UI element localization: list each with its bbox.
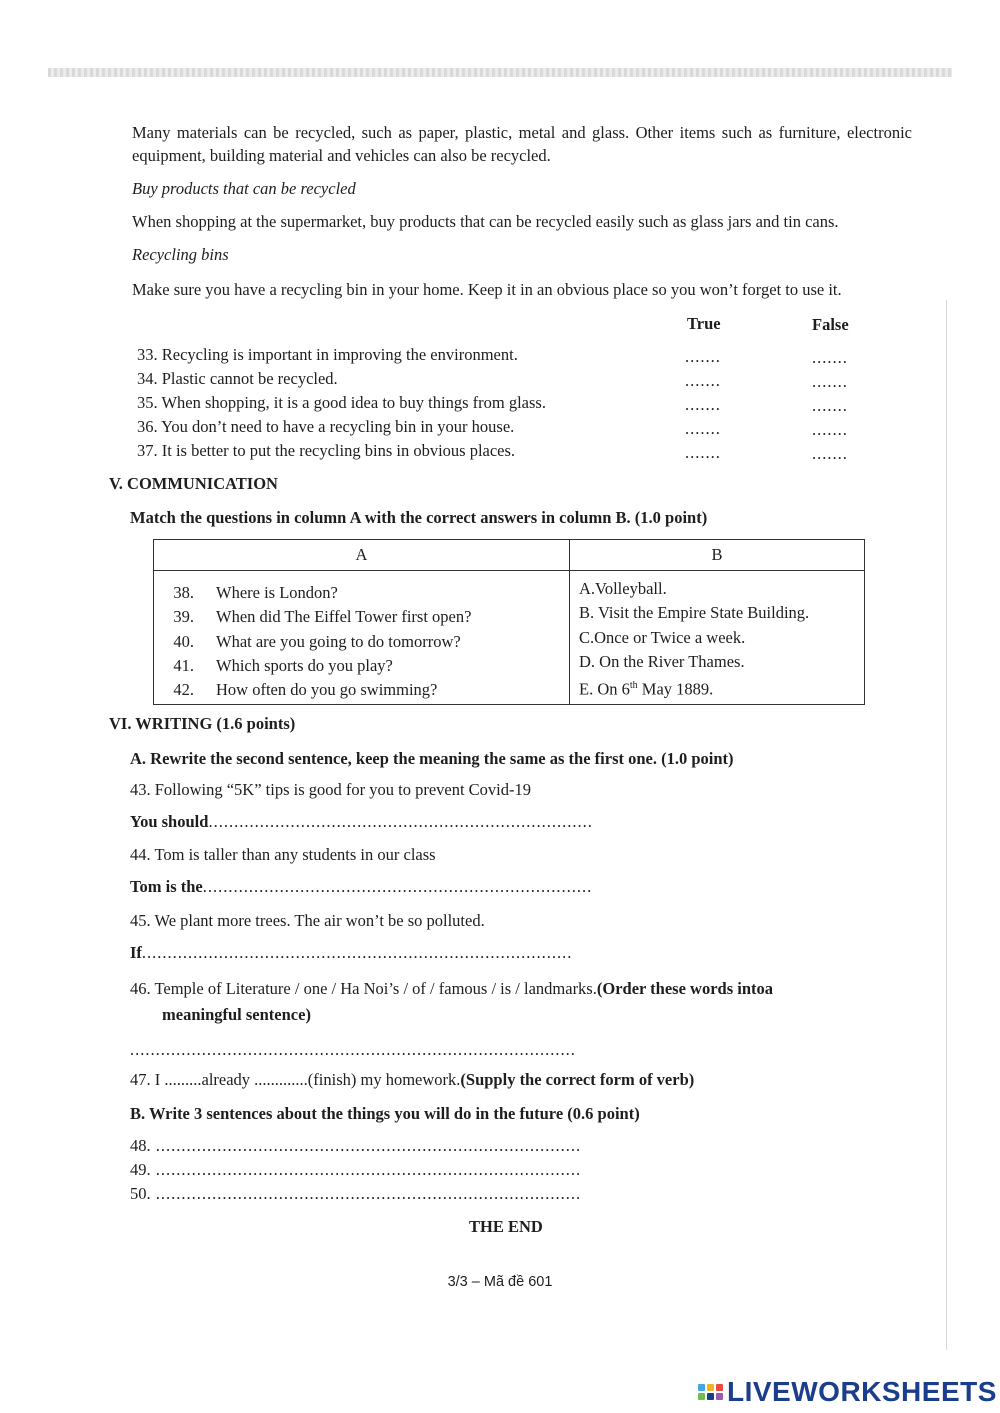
matching-table [153, 539, 865, 705]
answer-line-45[interactable]: If.................................................................................... [130, 943, 573, 962]
tf-true-blank-33[interactable]: ....... [685, 347, 721, 366]
communication-instruction: Match the questions in column A with the correct answers in column B. (1.0 point) [130, 508, 708, 527]
reading-para-bins: Make sure you have a recycling bin in your home. Keep it in an obvious place so you won’t forget to use it. [132, 280, 842, 299]
tf-item-36: 36. You don’t need to have a recycling bin in your house. [137, 417, 515, 436]
liveworksheets-logo [698, 1377, 997, 1407]
answer-line-44[interactable]: Tom is the............................................................................ [130, 877, 593, 896]
tf-false-blank-36[interactable]: ....... [812, 420, 848, 439]
scan-edge [48, 68, 952, 77]
liveworksheets-logo-icon [698, 1384, 723, 1400]
column-b-cell [570, 571, 865, 705]
logo-square [698, 1384, 705, 1391]
answer-e: E. On 6th May 1889. [579, 679, 714, 699]
writing-part-b: B. Write 3 sentences about the things you will do in the future (0.6 point) [130, 1104, 640, 1123]
question-row: 38. Where is London? [173, 583, 338, 602]
logo-square [698, 1393, 705, 1400]
question-46: 46. Temple of Literature / one / Ha Noi’s / of / famous / is / landmarks.(Order these words intoa [130, 979, 773, 998]
answer-c: C.Once or Twice a week. [579, 627, 746, 647]
question-44: 44. Tom is taller than any students in our class [130, 845, 436, 864]
answer-line-50[interactable]: 50. ................................................................................... [130, 1184, 582, 1203]
writing-part-a: A. Rewrite the second sentence, keep the meaning the same as the first one. (1.0 point) [130, 749, 734, 768]
tf-true-blank-37[interactable]: ....... [685, 443, 721, 462]
true-column-header: True [687, 314, 721, 333]
question-45: 45. We plant more trees. The air won’t be so polluted. [130, 911, 485, 930]
tf-item-37: 37. It is better to put the recycling bins in obvious places. [137, 441, 516, 460]
reading-para-buy: When shopping at the supermarket, buy products that can be recycled easily such as glass jars and tin cans. [132, 212, 839, 231]
tf-true-blank-35[interactable]: ....... [685, 395, 721, 414]
answer-line-49[interactable]: 49. ................................................................................... [130, 1160, 582, 1179]
question-row: 39. When did The Eiffel Tower first open? [173, 607, 472, 627]
page-footer: 3/3 – Mã đề 601 [447, 1274, 553, 1290]
logo-square [716, 1384, 723, 1391]
the-end: THE END [469, 1217, 543, 1236]
column-b-header: B [570, 540, 865, 571]
logo-square [707, 1384, 714, 1391]
tf-false-blank-33[interactable]: ....... [812, 348, 848, 367]
answer-line-48[interactable]: 48. ................................................................................... [130, 1136, 582, 1155]
tf-false-blank-37[interactable]: ....... [812, 444, 848, 463]
scan-edge-right [946, 300, 947, 1350]
writing-heading: VI. WRITING (1.6 points) [109, 714, 296, 733]
tf-item-34: 34. Plastic cannot be recycled. [137, 369, 338, 388]
reading-intro: Many materials can be recycled, such as paper, plastic, metal and glass. Other items such as furniture, electronic equipment, building material and vehicles can also be recycled. [132, 123, 912, 165]
answer-line-46[interactable]: ....................................................................................... [130, 1040, 576, 1059]
reading-heading-bins: Recycling bins [132, 245, 229, 264]
question-row: 42. How often do you go swimming? [173, 680, 438, 700]
question-43: 43. Following “5K” tips is good for you to prevent Covid-19 [130, 780, 532, 799]
false-column-header: False [812, 315, 849, 334]
logo-square [707, 1393, 714, 1400]
column-a-header: A [154, 540, 570, 571]
question-row: 40. What are you going to do tomorrow? [173, 631, 461, 651]
communication-heading: V. COMMUNICATION [109, 474, 278, 493]
logo-square [716, 1393, 723, 1400]
liveworksheets-logo-text: LIVEWORKSHEETS [727, 1376, 997, 1407]
question-46-instruction: meaningful sentence) [162, 1005, 311, 1024]
tf-item-33: 33. Recycling is important in improving the environment. [137, 345, 518, 364]
answer-line-43[interactable]: You should........................................................................... [130, 812, 593, 831]
question-row: 41. Which sports do you play? [173, 655, 393, 675]
question-47: 47. I .........already .............(finish) my homework.(Supply the correct form of verb) [130, 1070, 695, 1089]
tf-false-blank-35[interactable]: ....... [812, 396, 848, 415]
answer-a: A.Volleyball. [579, 579, 667, 598]
answer-d: D. On the River Thames. [579, 651, 745, 671]
tf-true-blank-36[interactable]: ....... [685, 419, 721, 438]
tf-true-blank-34[interactable]: ....... [685, 371, 721, 390]
reading-heading-buy: Buy products that can be recycled [132, 179, 356, 198]
answer-b: B. Visit the Empire State Building. [579, 603, 810, 623]
tf-false-blank-34[interactable]: ....... [812, 372, 848, 391]
tf-item-35: 35. When shopping, it is a good idea to buy things from glass. [137, 393, 546, 412]
column-a-cell [154, 571, 570, 705]
